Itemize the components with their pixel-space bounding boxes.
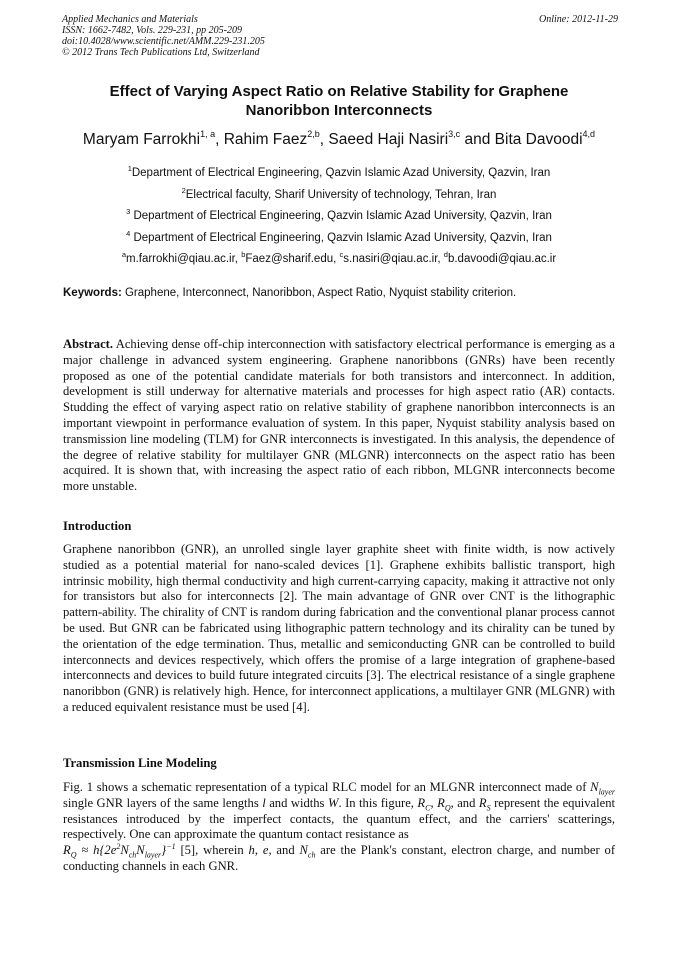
online-date: Online: 2012-11-29: [539, 14, 618, 25]
tlm-text: and widths: [265, 795, 328, 810]
formula-part: N: [136, 843, 145, 858]
symbol-rc: [417, 795, 431, 813]
email-address[interactable]: Faez@sharif.edu,: [245, 253, 340, 265]
affil-text: Department of Electrical Engineering, Qazvin Islamic Azad University, Qazvin, Iran: [131, 167, 551, 179]
affil-text: Department of Electrical Engineering, Qazvin Islamic Azad University, Qazvin, Iran: [130, 231, 552, 244]
symbol-nch: [299, 843, 316, 860]
formula-part: N: [120, 843, 129, 858]
formula-sup: 2: [116, 842, 121, 851]
author-and: and: [460, 131, 495, 148]
symbol-n-layer: [590, 780, 615, 797]
tlm-text: ,: [430, 795, 438, 810]
symbol-rq: [437, 795, 451, 813]
symbol-base: R: [437, 795, 445, 810]
affil-mark: 1: [127, 164, 132, 173]
symbol-sub: C: [425, 803, 431, 813]
formula-part: }: [161, 843, 167, 858]
symbol-l: l: [262, 795, 266, 810]
author-separator: ,: [319, 131, 329, 148]
author-list: [20, 130, 658, 150]
doi-line[interactable]: doi:10.4028/www.scientific.net/AMM.229-231.205: [62, 36, 265, 47]
author-affil-mark: 1, a: [200, 129, 216, 139]
tlm-text: ,: [254, 843, 263, 858]
affil-mark: 2: [181, 185, 186, 195]
affiliation: [20, 206, 658, 228]
author-name: Bita Davoodi: [494, 131, 583, 148]
title-line-2: Nanoribbon Interconnects: [245, 102, 433, 119]
tlm-text: Fig. 1 shows a schematic representation of a typical RLC model for an MLGNR interconnect made of: [63, 780, 591, 794]
author-name: Maryam Farrokhi: [82, 131, 201, 148]
tlm-paragraph: [63, 780, 615, 875]
author-affil-mark: 3,c: [448, 129, 461, 139]
symbol-base: N: [299, 843, 308, 858]
symbol-sub: Q: [444, 803, 451, 813]
symbol-rs: [478, 795, 491, 813]
formula-sub: Q: [70, 850, 77, 860]
tlm-text: are the Plank's constant, electron charge, and number of conducting channels in each GNR.: [63, 843, 616, 873]
section-heading-tlm: Transmission Line Modeling: [63, 756, 217, 770]
affil-mark: 3: [126, 207, 131, 216]
author-name: Rahim Faez: [223, 131, 308, 148]
section-heading-introduction: Introduction: [63, 519, 132, 533]
symbol-sub: ch: [307, 850, 316, 860]
formula-sup: −1: [166, 842, 176, 851]
keywords: [63, 286, 615, 301]
abstract-label: Abstract.: [63, 337, 114, 351]
abstract-text: Achieving dense off-chip interconnection with satisfactory electrical performance is emerging as a major challenge in advanced system engineering. Graphene nanoribbons (GNRs) have been recently proposed as one of the potential candidate materials for both transistors and interconnect. In addition, development is still underway for alternative materials and processes for high aspect ratio (AR) contacts. Studding the effect of varying aspect ratio on relative stability of graphene nanoribbon interconnects is an important viewpoint in performance evaluation of system. In this paper, Nyquist stability analysis based on transmission line modeling (TLM) for GNR interconnects is investigated. In this analysis, the dependence of the degree of relative stability for multilayer GNR (MLGNR) interconnects on the aspect ratio has been acquired. It is shown that, with increasing the aspect ratio of each ribbon, MLGNR interconnects become more unstable.: [63, 337, 615, 494]
tlm-text: . In this figure,: [338, 795, 418, 810]
email-mark: a: [121, 250, 126, 259]
affiliation: [20, 163, 658, 185]
email-mark: d: [443, 250, 448, 259]
author-affil-mark: 4,d: [582, 129, 596, 139]
tlm-text: , and: [450, 795, 479, 810]
author-name: Saeed Haji Nasiri: [328, 131, 449, 148]
tlm-text: , and: [268, 843, 300, 858]
abstract: [63, 337, 615, 495]
email-address[interactable]: s.nasiri@qiau.ac.ir,: [343, 253, 444, 265]
affiliation: [20, 228, 658, 250]
formula-part: R: [63, 843, 71, 858]
author-affil-mark: 2,b: [307, 129, 320, 139]
copyright-line: © 2012 Trans Tech Publications Ltd, Switzerland: [62, 47, 260, 58]
paper-title: [40, 82, 638, 120]
email-line: [20, 249, 658, 271]
formula-sub: layer: [144, 850, 162, 860]
journal-name: Applied Mechanics and Materials: [62, 14, 198, 25]
tlm-text: represent the equivalent resistances introduced by the imperfect contacts, the quantum effect, and the carriers' scatterings, respectively. One can approximate the quantum contact resistance as: [63, 795, 616, 842]
title-line-1: Effect of Varying Aspect Ratio on Relative Stability for Graphene: [109, 83, 569, 100]
affil-mark: 4: [126, 228, 131, 238]
symbol-e: e: [262, 843, 269, 858]
symbol-base: R: [478, 795, 487, 810]
author-separator: ,: [215, 131, 224, 148]
symbol-sub: S: [486, 803, 491, 813]
affiliation-list: [20, 163, 658, 271]
tlm-text: [5], wherein: [175, 843, 249, 858]
email-mark: c: [339, 250, 344, 259]
symbol-base: R: [417, 795, 426, 810]
issn-line: ISSN: 1662-7482, Vols. 229-231, pp 205-209: [62, 25, 242, 36]
email-mark: b: [241, 250, 246, 259]
introduction-paragraph: Graphene nanoribbon (GNR), an unrolled single layer graphite sheet with finite width, is now actively studied as a potential material for nano-scaled devices [1]. Graphene exhibits ballistic transport, high intrinsic mobility, high thermal conductivity and high current-carrying capacity, making it attractive not only for transistors but also for interconnects [2]. The main advantage of GNR over CNT is the lithographic pattern-ability. The chirality of CNT is random during fabrication and the conventional planar process cannot be used. But GNR can be fabricated using lithographic pattern technology and its chirality can be tuned by the orientation of the edge termination. Thus, metallic and semiconducting GNR can be controlled to build interconnects and devices respectively, which offers the promise of a large integration of graphene-based interconnects and devices to build future integrated circuits [3]. The electrical resistance of a single graphene nanoribbon (GNR) is relatively high. Hence, for interconnect applications, a multilayer GNR (MLGNR) with a reduced equivalent resistance must be used [4].: [63, 542, 615, 714]
symbol-base: N: [590, 780, 599, 794]
journal-header: [62, 14, 618, 58]
symbol-h: h: [248, 843, 255, 858]
email-address[interactable]: m.farrokhi@qiau.ac.ir,: [125, 253, 242, 265]
tlm-text: single GNR layers of the same lengths: [63, 795, 263, 810]
affiliation: [20, 185, 658, 207]
affil-text: Electrical faculty, Sharif University of technology, Tehran, Iran: [185, 188, 497, 201]
affil-text: Department of Electrical Engineering, Qazvin Islamic Azad University, Qazvin, Iran: [130, 210, 552, 222]
keywords-text: Graphene, Interconnect, Nanoribbon, Aspect Ratio, Nyquist stability criterion.: [121, 287, 517, 299]
symbol-sub: layer: [598, 787, 615, 797]
formula-sub: ch: [128, 850, 137, 860]
formula-part: ≈ h{2e: [76, 843, 117, 858]
keywords-label: Keywords:: [63, 287, 122, 299]
quantum-resistance-formula: [63, 842, 176, 860]
email-address[interactable]: b.davoodi@qiau.ac.ir: [447, 253, 557, 265]
symbol-w: W: [327, 795, 339, 810]
